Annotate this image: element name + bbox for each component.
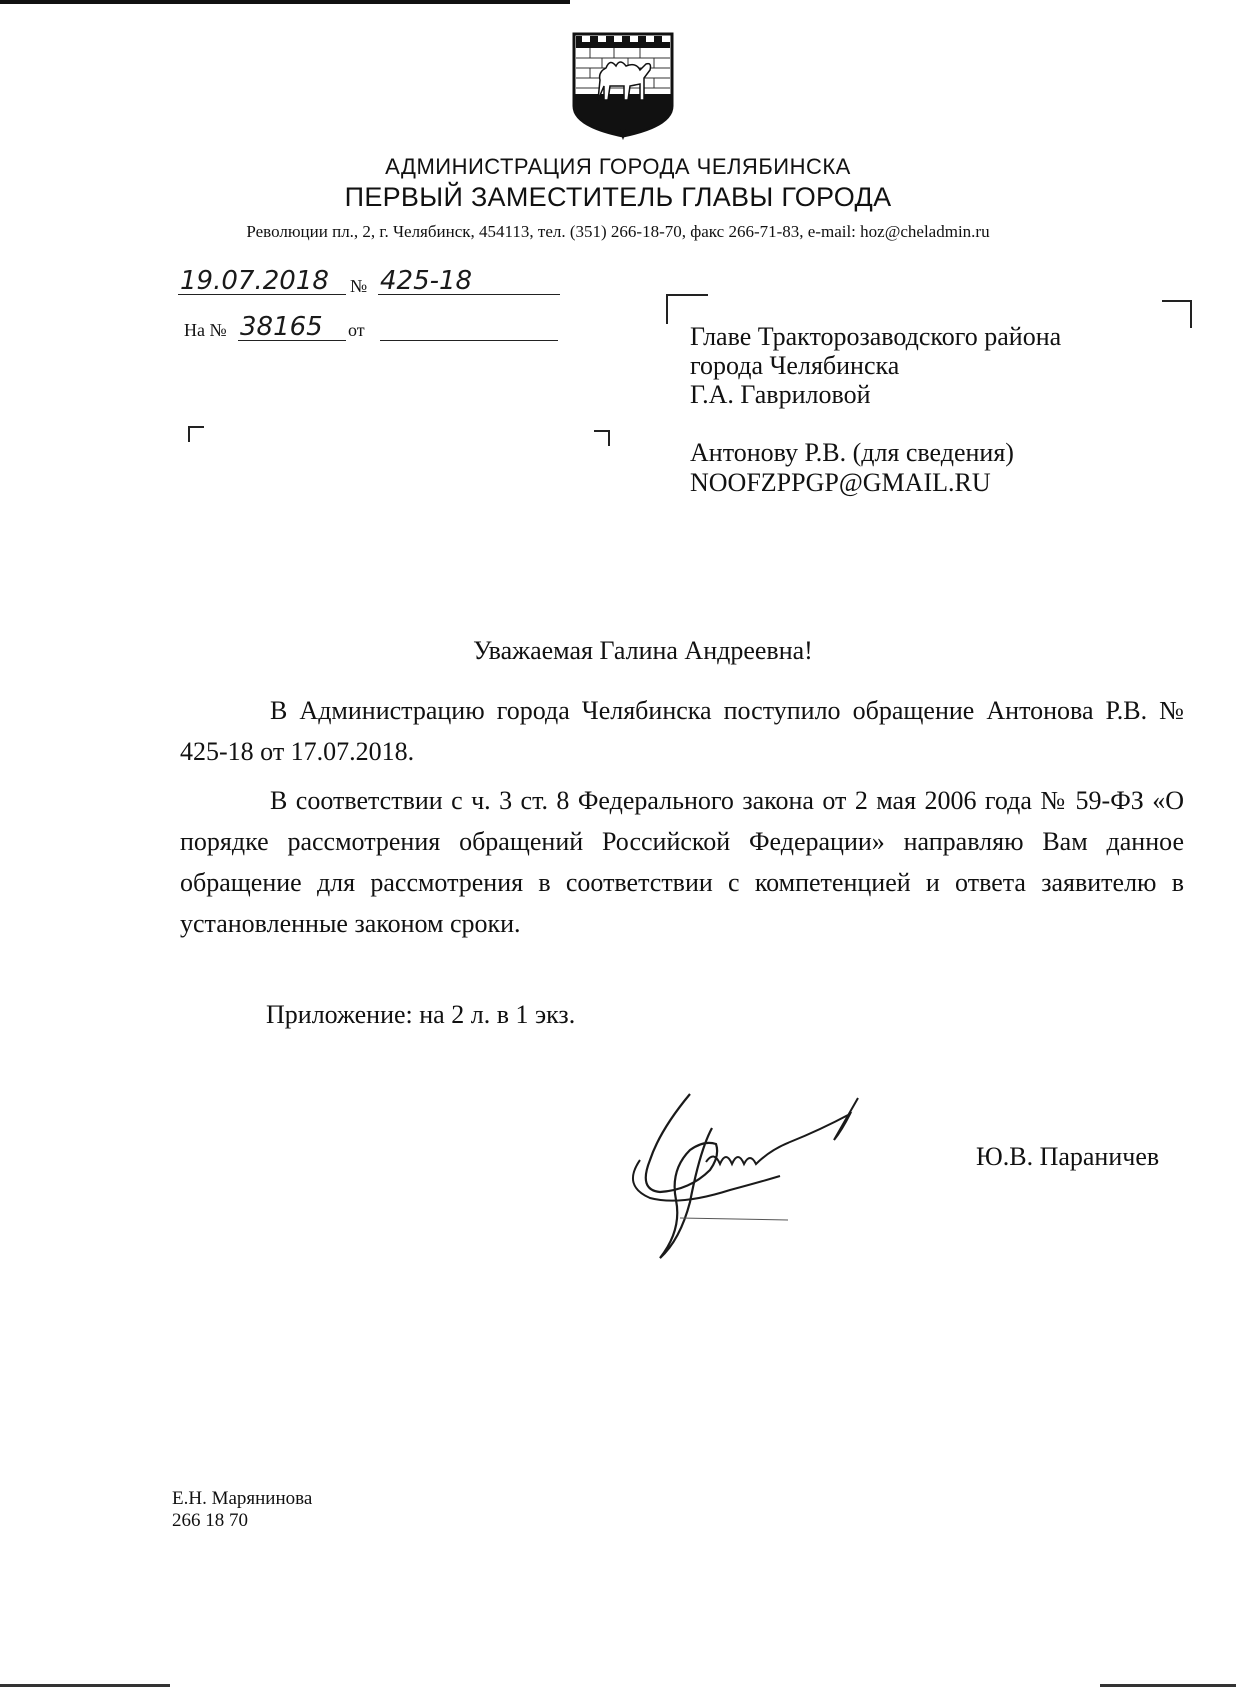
outgoing-date: 19.07.2018 xyxy=(180,266,329,296)
copy-recipient-line: Антонову Р.В. (для сведения) xyxy=(690,438,1014,467)
addressee-corner-mark-left xyxy=(666,294,708,324)
bottom-edge-rule xyxy=(0,1684,170,1687)
reference-date-label: от xyxy=(348,320,365,340)
reference-number: 38165 xyxy=(240,312,323,342)
reference-number-label: На № xyxy=(184,320,227,340)
executor-name: Е.Н. Марянинова xyxy=(172,1488,313,1509)
salutation: Уважаемая Галина Андреевна! xyxy=(473,636,813,665)
top-edge-rule xyxy=(0,0,570,4)
copy-recipient-block xyxy=(690,438,1014,498)
bottom-edge-rule xyxy=(1100,1684,1236,1687)
organization-address: Революции пл., 2, г. Челябинск, 454113, тел. (351) 266-18-70, факс 266-71-83, e-mail: hoz@cheladmin.ru xyxy=(246,222,990,241)
body-paragraph-text: В соответствии с ч. 3 ст. 8 Федерального закона от 2 мая 2006 года № 59-ФЗ «О порядке рассмотрения обращений Российской Федерации» направляю Вам данное обращение для рассмотрения в соответствии с компетенцией и ответа заявителю в установленные законом сроки. xyxy=(180,786,1184,938)
signer-name: Ю.В. Параничев xyxy=(976,1142,1160,1171)
executor-phone: 266 18 70 xyxy=(172,1510,248,1531)
addressee-line: города Челябинска xyxy=(690,351,900,380)
addressee-corner-mark-right xyxy=(1162,300,1192,328)
addressee-line: Г.А. Гавриловой xyxy=(690,380,871,409)
attachment-note: Приложение: на 2 л. в 1 экз. xyxy=(266,1000,576,1029)
body-paragraph-text: В Администрацию города Челябинска поступило обращение Антонова Р.В. № 425-18 от 17.07.2018. xyxy=(180,696,1184,766)
handwritten-signature-icon xyxy=(620,1090,890,1260)
reference-date-line xyxy=(380,314,558,341)
subject-corner-mark-right xyxy=(594,430,610,446)
organization-name: АДМИНИСТРАЦИЯ ГОРОДА ЧЕЛЯБИНСКА xyxy=(385,154,851,179)
subject-corner-mark-left xyxy=(188,426,204,442)
addressee-block xyxy=(690,322,1061,409)
copy-recipient-email: NOOFZPPGP@GMAIL.RU xyxy=(690,468,991,497)
outgoing-number: 425-18 xyxy=(380,266,473,296)
number-label: № xyxy=(350,276,368,296)
body-paragraph xyxy=(180,690,1184,772)
executor-block xyxy=(172,1488,312,1532)
body-paragraph xyxy=(180,780,1184,944)
addressee-line: Главе Тракторозаводского района xyxy=(690,322,1062,351)
official-position-title: ПЕРВЫЙ ЗАМЕСТИТЕЛЬ ГЛАВЫ ГОРОДА xyxy=(344,182,892,212)
chelyabinsk-coat-of-arms-icon xyxy=(570,28,676,140)
